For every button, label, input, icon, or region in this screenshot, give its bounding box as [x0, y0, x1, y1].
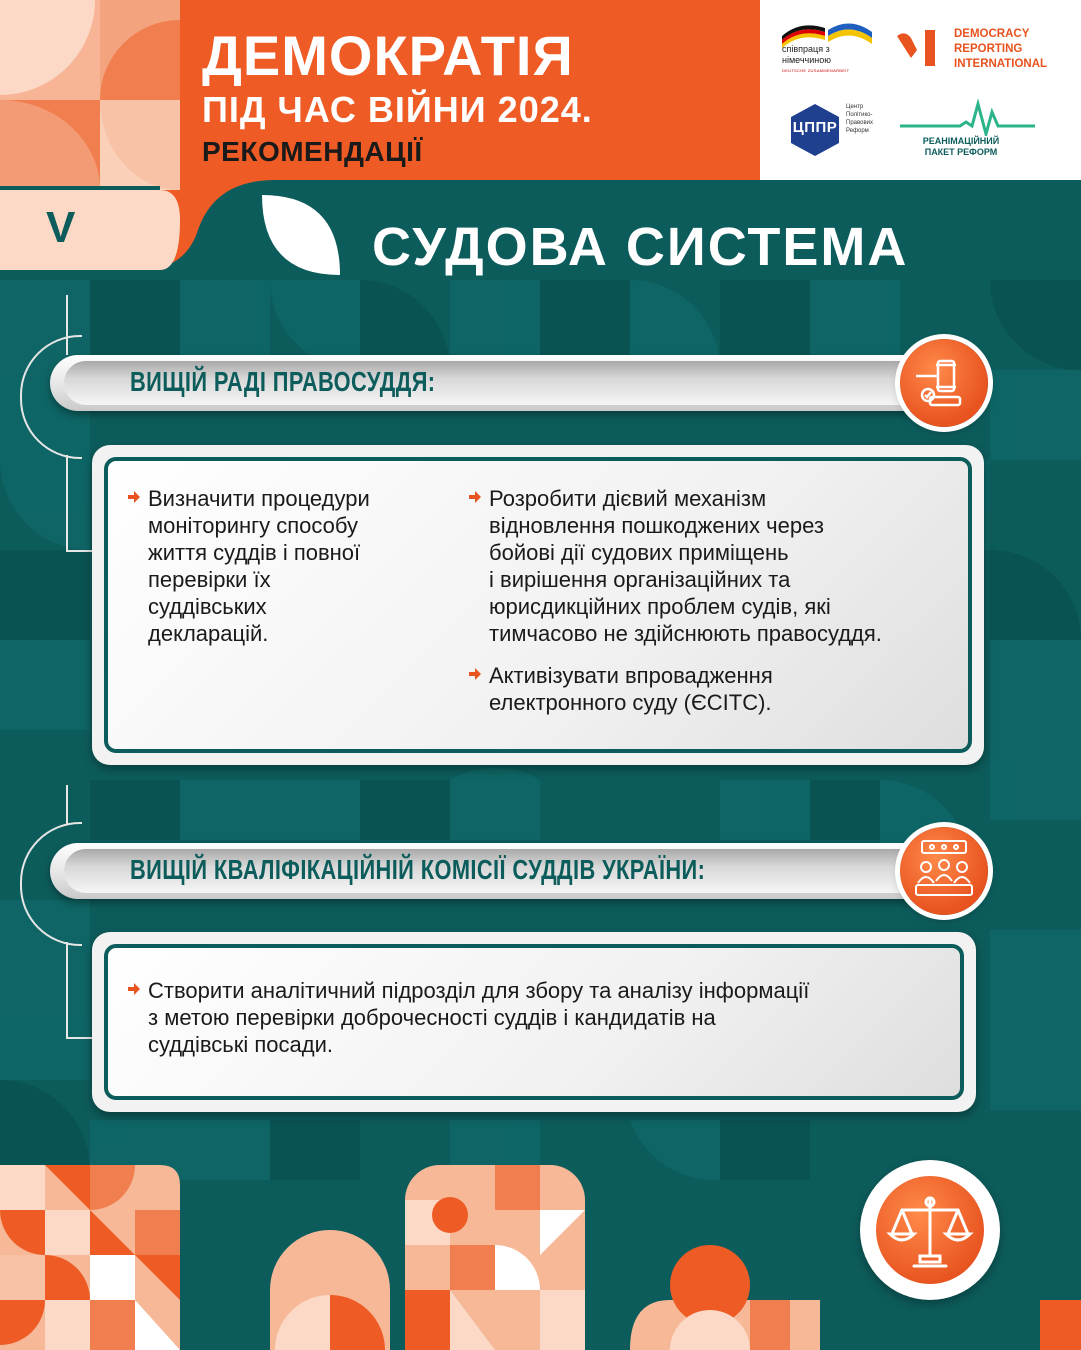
giz-line1: співпраця з: [782, 44, 830, 54]
recommendation-item: Розробити дієвий механізм відновлення пошкоджених через бойові дії судових приміщень і вирішення організаційних та юрисдикційних проблем судів, які тимчасово не здійснюють правосуддя.: [489, 486, 882, 646]
cppr-logo-text: [846, 103, 896, 135]
rpr-pulse-icon: [900, 98, 1035, 136]
title-main: ДЕМОКРАТІЯ: [202, 24, 574, 87]
heading-qualification-commission: ВИЩІЙ КВАЛІФІКАЦІЙНІЙ КОМІСІЇ СУДДІВ УКРАЇНИ:: [130, 854, 706, 885]
giz-logo-sub: DEUTSCHE ZUSAMMENARBEIT: [782, 68, 850, 73]
dri-line1: DEMOCRACY: [954, 28, 1030, 40]
heading-pill-council: [50, 355, 940, 411]
recommendation-item: Визначити процедури моніторингу способу життя суддів і повної перевірки їх суддівських декларацій.: [148, 486, 370, 646]
heading-pill-commission: [50, 843, 940, 899]
arrow-bullet-icon: [469, 668, 481, 680]
dri-logo-icon: [895, 28, 945, 68]
dri-line3: INTERNATIONAL: [954, 58, 1048, 70]
cppr-line1: Центр: [846, 104, 864, 110]
connector-line: [66, 785, 68, 825]
recommendation-item: Активізувати впровадження електронного суду (ЄСІТС).: [489, 663, 773, 715]
giz-logo-text: [782, 44, 882, 66]
title-recommendations: РЕКОМЕНДАЦІЇ: [202, 136, 423, 167]
rpr-logo-text: [906, 136, 1016, 158]
cppr-line4: Реформ: [846, 128, 869, 134]
scales-badge: [860, 1160, 1000, 1300]
cppr-line2: Політико-: [846, 112, 873, 118]
heading-council-of-justice: ВИЩІЙ РАДІ ПРАВОСУДДЯ:: [130, 366, 436, 397]
title-subline: ПІД ЧАС ВІЙНИ 2024.: [202, 89, 593, 130]
section-title: СУДОВА СИСТЕМА: [372, 217, 909, 277]
dri-logo-text: [954, 27, 1074, 72]
dri-line2: REPORTING: [954, 43, 1023, 55]
rpr-line1: РЕАНІМАЦІЙНИЙ: [922, 136, 1000, 146]
cppr-logo-mark: ЦППР: [792, 119, 838, 136]
commission-icon: [900, 827, 988, 915]
cppr-line3: Правових: [846, 120, 873, 126]
gavel-icon: [900, 339, 988, 427]
arrow-bullet-icon: [128, 491, 140, 503]
arrow-bullet-icon: [128, 983, 140, 995]
giz-line2: німеччиною: [782, 55, 831, 65]
recommendation-item: Створити аналітичний підрозділ для збору та аналізу інформації з метою перевірки доброчесності суддів і кандидатів на суддівські посади.: [148, 978, 810, 1057]
rpr-line2: ПАКЕТ РЕФОРМ: [924, 147, 998, 157]
arrow-bullet-icon: [469, 491, 481, 503]
section-number: V: [46, 203, 76, 252]
scales-icon: [876, 1176, 984, 1284]
